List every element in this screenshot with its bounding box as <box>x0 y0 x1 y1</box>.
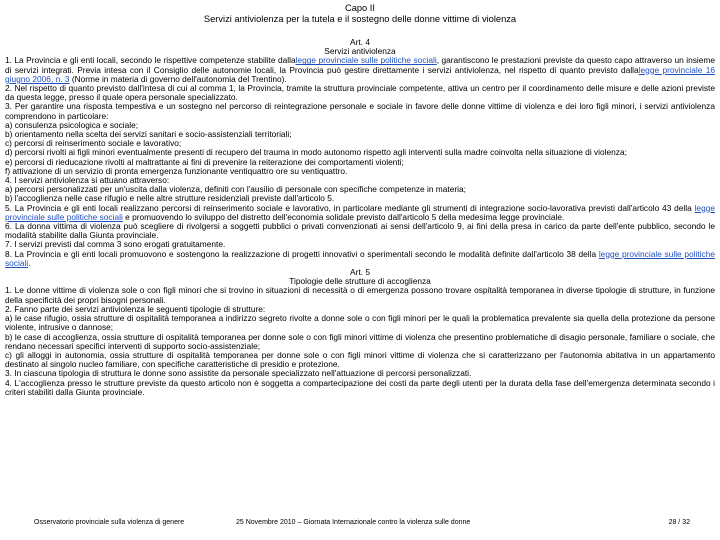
art4-paragraph-4: 4. I servizi antiviolenza si attuano attraverso: <box>5 175 170 186</box>
link-legge-politiche-sociali[interactable]: legge provinciale sulle politiche sociali <box>5 248 716 268</box>
art4-paragraph-1: 1. La Provincia e gli enti locali, secondo le rispettive competenze stabilite dallalegge provinciale sulle politiche sociali, garantiscono le prestazioni previste da questo capo attraverso un insieme di servizi integrati. Previa intesa con il Consiglio delle autonomie locali, la Provincia può gestire direttamente i servizi antiviolenza, nel rispetto di quanto previsto dallalegge provinciale 16 giugno 2006, n. 3 (Norme in materia di governo dell'autonomia del Trentino). <box>5 55 716 84</box>
link-legge-16-giugno-2006[interactable]: legge provinciale 16 giugno 2006, n. 3 <box>5 64 716 84</box>
art4-paragraph-5: 5. La Provincia e gli enti locali realizzano percorsi di reinserimento sociale e lavorativo, in particolare mediante gli strumenti di integrazione socio-lavorativa previsti dall'articolo 43 della legge provinciale sulle politiche sociali e promuovendo lo sviluppo del distretto dell'economia solidale previsto dall'articolo 5 della medesima legge provinciale. <box>5 202 715 222</box>
chapter-title: Servizi antiviolenza per la tutela e il sostegno delle donne vittime di violenza <box>203 14 517 24</box>
link-legge-politiche-sociali[interactable]: legge provinciale sulle politiche sociali <box>295 55 437 66</box>
list-item: b) l'accoglienza nelle case rifugio e nelle altre strutture residenziali previste dall'articolo 5. <box>5 193 335 204</box>
list-item: f) attivazione di un servizio di pronta emergenza funzionante ventiquattro ore su ventiquattro. <box>5 165 348 176</box>
list-item: c) percorsi di reinserimento sociale e lavorativo; <box>5 138 182 149</box>
footer-event: 25 Novembre 2010 – Giornata Internazionale contro la violenza sulle donne <box>236 519 471 526</box>
link-legge-politiche-sociali[interactable]: legge provinciale sulle politiche sociali <box>5 202 715 222</box>
art4-paragraph-6: 6. La donna vittima di violenza può scegliere di rivolgersi a soggetti pubblici o privati convenzionati ai sensi dell'articolo 9, ai fini della presa in carico da parte dell'ente pubblico, secondo le modalità stabilite dalla Giunta provinciale. <box>5 221 715 241</box>
list-item: a) percorsi personalizzati per un'uscita dalla violenza, definiti con l'ausilio di personale con specifiche competenze in materia; <box>5 184 466 195</box>
art4-paragraph-7: 7. I servizi previsti dal comma 3 sono erogati gratuitamente. <box>5 239 226 250</box>
art5-paragraph-1: 1. Le donne vittime di violenza sole o con figli minori che si trovino in situazioni di necessità o di emergenza possono trovare ospitalità temporanea in diverse tipologie di strutture, in funzione della specificità dei propri bisogni personali. <box>5 285 715 305</box>
page-number: 28 / 32 <box>668 519 690 526</box>
art5-title: Tipologie delle strutture di accoglienza <box>289 276 431 287</box>
art4-paragraph-2: 2. Nel rispetto di quanto previsto dall'intesa di cui al comma 1, la Provincia, tramite la struttura provinciale competente, attiva un centro per il coordinamento delle misure e delle azioni previste da questa legge, presso il quale opera personale specializzato. <box>5 83 715 103</box>
art5-paragraph-4: 4. L'accoglienza presso le strutture previste da questo articolo non è soggetta a compartecipazione dei costi da parte degli utenti per la durata della fase dell'emergenza determinata secondo i criteri stabiliti dalla Giunta provinciale. <box>5 377 715 397</box>
list-item: b) le case di accoglienza, ossia strutture di ospitalità temporanea per donne sole o con figli minori vittime di violenza che presentino problematiche di disagio personale, familiare o sociale, che rendano necessari specifici interventi di supporto socio-assistenziale; <box>5 331 715 351</box>
list-item: d) percorsi rivolti ai figli minori eventualmente presenti di recupero del trauma in modo autonomo rispetto agli interventi sulla madre coinvolta nella situazione di violenza; <box>5 147 627 158</box>
list-item: a) le case rifugio, ossia strutture di ospitalità temporanea a indirizzo segreto rivolte a donne sole o con figli minori per le quali la problematica prevalente sia quella della protezione da persone violente, intrusive o dannose; <box>5 313 715 333</box>
list-item: a) consulenza psicologica e sociale; <box>5 119 139 130</box>
art4-number: Art. 4 <box>350 37 370 47</box>
list-item: c) gli alloggi in autonomia, ossia strutture di ospitalità temporanea per donne sole o con figli minori vittime di violenza che si caratterizzano per l'autonomia abitativa in un appartamento destinato al singolo nucleo familiare, con specifiche caratteristiche di presidio e protezione. <box>5 349 715 370</box>
art4-title: Servizi antiviolenza <box>324 46 396 57</box>
list-item: e) percorsi di rieducazione rivolti al maltrattante ai fini di prevenire la reiterazione dei comportamenti violenti; <box>5 156 404 167</box>
art4-paragraph-8: 8. La Provincia e gli enti locali promuovono e sostengono la realizzazione di progetti innovativi o sperimentali secondo le modalità definite dall'articolo 38 della legge provinciale sulle politiche sociali. <box>5 248 716 268</box>
art5-number: Art. 5 <box>350 267 370 278</box>
art5-paragraph-3: 3. In ciascuna tipologia di struttura le donne sono assistite da personale specializzato nell'attuazione di percorsi personalizzati. <box>5 368 472 379</box>
footer-source: Osservatorio provinciale sulla violenza di genere <box>34 519 185 526</box>
document-body <box>5 38 715 397</box>
chapter-number: Capo II <box>345 3 375 13</box>
art5-paragraph-2: 2. Fanno parte dei servizi antiviolenza le seguenti tipologie di strutture: <box>5 303 266 314</box>
list-item: b) orientamento nella scelta dei servizi sanitari e socio-assistenziali territoriali; <box>5 129 292 140</box>
art4-paragraph-3: 3. Per garantire una risposta tempestiva e un sostegno nel percorso di reintegrazione personale e sociale in favore delle donne vittime di violenza e dei loro figli minori, i servizi antiviolenza comprendono in particolare: <box>5 101 715 121</box>
